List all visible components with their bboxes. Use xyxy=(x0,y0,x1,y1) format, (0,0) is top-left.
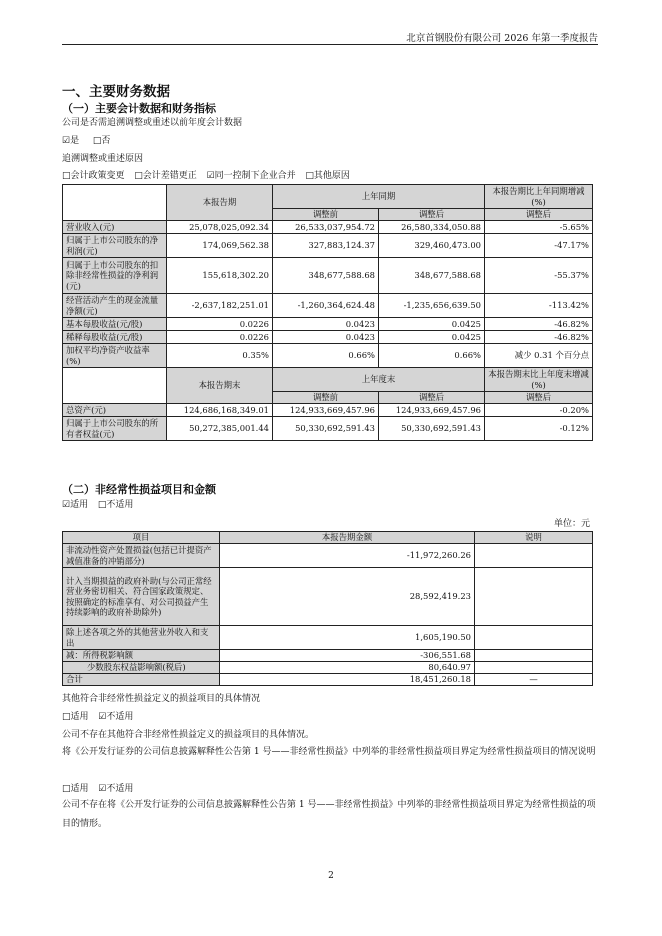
cell-amount: -306,551.68 xyxy=(220,650,475,662)
explain-title: 将《公开发行证券的公司信息披露解释性公告第 1 号——非经常性损益》中列举的非经常性损益项目界定为经常性损益项目的情况说明 xyxy=(62,747,596,757)
row-label: 营业收入(元) xyxy=(63,221,167,234)
cell-after: 26,580,334,050.88 xyxy=(379,221,485,234)
row-label: 减：所得税影响额 xyxy=(63,650,220,662)
row-label: 少数股东权益影响额(税后) xyxy=(63,662,220,674)
cell-change: -0.20% xyxy=(485,404,593,417)
cell-change: -113.42% xyxy=(485,294,593,318)
not-applicable-label: 不适用 xyxy=(106,500,134,510)
header-rule xyxy=(62,44,598,45)
reason-checkbox[interactable]: □ xyxy=(305,171,314,181)
cell-before: 50,330,692,591.43 xyxy=(273,417,379,441)
header-current: 本报告期 xyxy=(167,185,273,221)
applicability-options xyxy=(62,499,133,512)
reason-label: 其他原因 xyxy=(313,171,350,181)
reason-options xyxy=(62,170,350,183)
row-label: 归属于上市公司股东的所有者权益(元) xyxy=(63,417,167,441)
restatement-options xyxy=(62,135,110,148)
reason-label: 会计差错更正 xyxy=(142,171,197,181)
subsection-title-1: （一）主要会计数据和财务指标 xyxy=(62,102,216,115)
cell-amount: 80,640.97 xyxy=(220,662,475,674)
row-label: 稀释每股收益(元/股) xyxy=(63,331,167,344)
cell-desc xyxy=(475,662,593,674)
reason-label: 会计政策变更 xyxy=(70,171,125,181)
cell-change: -47.17% xyxy=(485,234,593,258)
header-after: 调整后 xyxy=(379,209,485,221)
cell-amount: 28,592,419.23 xyxy=(220,568,475,626)
cell-current: 0.0226 xyxy=(167,331,273,344)
table-row xyxy=(63,568,593,626)
other-items-text: 公司不存在其他符合非经常性损益定义的损益项目的具体情况。 xyxy=(62,730,315,740)
reason-title: 追溯调整或重述原因 xyxy=(62,154,144,164)
header-blank xyxy=(63,185,167,221)
cell-before: -1,260,364,624.48 xyxy=(273,294,379,318)
cell-after: 0.0425 xyxy=(379,331,485,344)
header-desc: 说明 xyxy=(475,532,593,544)
cell-current: 124,686,168,349.01 xyxy=(167,404,273,417)
cell-after: 0.0425 xyxy=(379,318,485,331)
header-after-change: 调整后 xyxy=(485,209,593,221)
other-not-applicable-label: 不适用 xyxy=(106,712,134,722)
non-recurring-table xyxy=(62,531,593,686)
explain-not-applicable-label: 不适用 xyxy=(106,784,134,794)
row-label: 合计 xyxy=(63,674,220,686)
other-items-title: 其他符合非经常性损益定义的损益项目的具体情况 xyxy=(62,694,261,704)
header-prior-year-end: 上年度末 xyxy=(273,368,485,392)
table-row xyxy=(63,626,593,650)
other-items-options xyxy=(62,711,133,724)
applicable-label: 适用 xyxy=(70,500,89,510)
header-change-2: 本报告期末比上年度末增减(%) xyxy=(485,368,593,392)
table-row xyxy=(63,344,593,368)
cell-after: 329,460,473.00 xyxy=(379,234,485,258)
row-label: 归属于上市公司股东的扣除非经常性损益的净利润(元) xyxy=(63,258,167,294)
no-label: 否 xyxy=(101,136,111,146)
explain-applicable-label: 适用 xyxy=(70,784,89,794)
cell-before: 327,883,124.37 xyxy=(273,234,379,258)
cell-current: 50,272,385,001.44 xyxy=(167,417,273,441)
row-label: 归属于上市公司股东的净利润(元) xyxy=(63,234,167,258)
header-prior: 上年同期 xyxy=(273,185,485,209)
explain-not-applicable-checkbox[interactable]: ☑ xyxy=(98,784,107,794)
cell-after: 348,677,588.68 xyxy=(379,258,485,294)
cell-current: 155,618,302.20 xyxy=(167,258,273,294)
table-row xyxy=(63,331,593,344)
cell-after: -1,235,656,639.50 xyxy=(379,294,485,318)
table-row xyxy=(63,258,593,294)
page-number: 2 xyxy=(328,871,334,881)
header-after: 调整后 xyxy=(379,392,485,404)
unit-label: 单位：元 xyxy=(553,519,590,529)
cell-after: 50,330,692,591.43 xyxy=(379,417,485,441)
reason-checkbox[interactable]: ☑ xyxy=(206,171,215,181)
cell-change: 减少 0.31 个百分点 xyxy=(485,344,593,368)
row-label: 基本每股收益(元/股) xyxy=(63,318,167,331)
key-financial-table xyxy=(62,184,593,441)
cell-change: -46.82% xyxy=(485,318,593,331)
explain-text: 公司不存在将《公开发行证券的公司信息披露解释性公告第 1 号——非经常性损益》中列举的非经常性损益项目界定为经常性损益的项目的情形。 xyxy=(62,800,596,829)
applicable-checkbox[interactable]: ☑ xyxy=(62,500,71,510)
other-applicable-label: 适用 xyxy=(70,712,89,722)
cell-before: 0.0423 xyxy=(273,331,379,344)
cell-after: 0.66% xyxy=(379,344,485,368)
reason-label: 同一控制下企业合并 xyxy=(214,171,296,181)
header-after-change: 调整后 xyxy=(485,392,593,404)
cell-amount: 18,451,260.18 xyxy=(220,674,475,686)
row-label: 非流动性资产处置损益(包括已计提资产减值准备的冲销部分) xyxy=(63,544,220,568)
cell-current: 25,078,025,092.34 xyxy=(167,221,273,234)
cell-amount: -11,972,260.26 xyxy=(220,544,475,568)
header-change: 本报告期比上年同期增减(%) xyxy=(485,185,593,209)
cell-before: 124,933,669,457.96 xyxy=(273,404,379,417)
cell-change: -46.82% xyxy=(485,331,593,344)
header-before: 调整前 xyxy=(273,392,379,404)
row-label: 计入当期损益的政府补助(与公司正常经营业务密切相关、符合国家政策规定、按照确定的标准享有、对公司损益产生持续影响的政府补助除外) xyxy=(63,568,220,626)
table-row xyxy=(63,294,593,318)
other-applicable-checkbox[interactable]: □ xyxy=(62,712,71,722)
other-not-applicable-checkbox[interactable]: ☑ xyxy=(98,712,107,722)
cell-change: -0.12% xyxy=(485,417,593,441)
cell-before: 0.66% xyxy=(273,344,379,368)
cell-before: 348,677,588.68 xyxy=(273,258,379,294)
table-row xyxy=(63,674,593,686)
table-row xyxy=(63,221,593,234)
header-period-end: 本报告期末 xyxy=(167,368,273,404)
row-label: 经营活动产生的现金流量净额(元) xyxy=(63,294,167,318)
no-checkbox[interactable]: □ xyxy=(92,136,102,146)
subsection-title-2: （二）非经常性损益项目和金额 xyxy=(62,483,216,496)
row-label: 加权平均净资产收益率(%) xyxy=(63,344,167,368)
table-row xyxy=(63,318,593,331)
header-item: 项目 xyxy=(63,532,220,544)
reason-checkbox[interactable]: □ xyxy=(62,171,71,181)
yes-checkbox[interactable]: ☑ xyxy=(62,136,71,146)
header-amount: 本报告期金额 xyxy=(220,532,475,544)
cell-desc: — xyxy=(475,674,593,686)
header-title: 北京首钢股份有限公司 2026 年第一季度报告 xyxy=(406,33,598,44)
restatement-question: 公司是否需追溯调整或重述以前年度会计数据 xyxy=(62,118,243,128)
table-row xyxy=(63,404,593,417)
table-row xyxy=(63,234,593,258)
not-applicable-checkbox[interactable]: □ xyxy=(97,500,107,510)
table-row xyxy=(63,650,593,662)
explain-options xyxy=(62,783,133,796)
cell-before: 26,533,037,954.72 xyxy=(273,221,379,234)
cell-current: -2,637,182,251.01 xyxy=(167,294,273,318)
explain-applicable-checkbox[interactable]: □ xyxy=(62,784,71,794)
yes-label: 是 xyxy=(70,136,80,146)
cell-before: 0.0423 xyxy=(273,318,379,331)
cell-after: 124,933,669,457.96 xyxy=(379,404,485,417)
cell-change: -5.65% xyxy=(485,221,593,234)
cell-current: 0.0226 xyxy=(167,318,273,331)
row-label: 除上述各项之外的其他营业外收入和支出 xyxy=(63,626,220,650)
header-before: 调整前 xyxy=(273,209,379,221)
reason-checkbox[interactable]: □ xyxy=(134,171,143,181)
cell-amount: 1,605,190.50 xyxy=(220,626,475,650)
cell-desc xyxy=(475,626,593,650)
cell-desc xyxy=(475,544,593,568)
table-row xyxy=(63,662,593,674)
header-blank xyxy=(63,368,167,404)
cell-desc xyxy=(475,650,593,662)
cell-current: 174,069,562.38 xyxy=(167,234,273,258)
section-title: 一、主要财务数据 xyxy=(62,84,170,100)
table-row xyxy=(63,544,593,568)
row-label: 总资产(元) xyxy=(63,404,167,417)
cell-current: 0.35% xyxy=(167,344,273,368)
cell-change: -55.37% xyxy=(485,258,593,294)
cell-desc xyxy=(475,568,593,626)
table-row xyxy=(63,417,593,441)
